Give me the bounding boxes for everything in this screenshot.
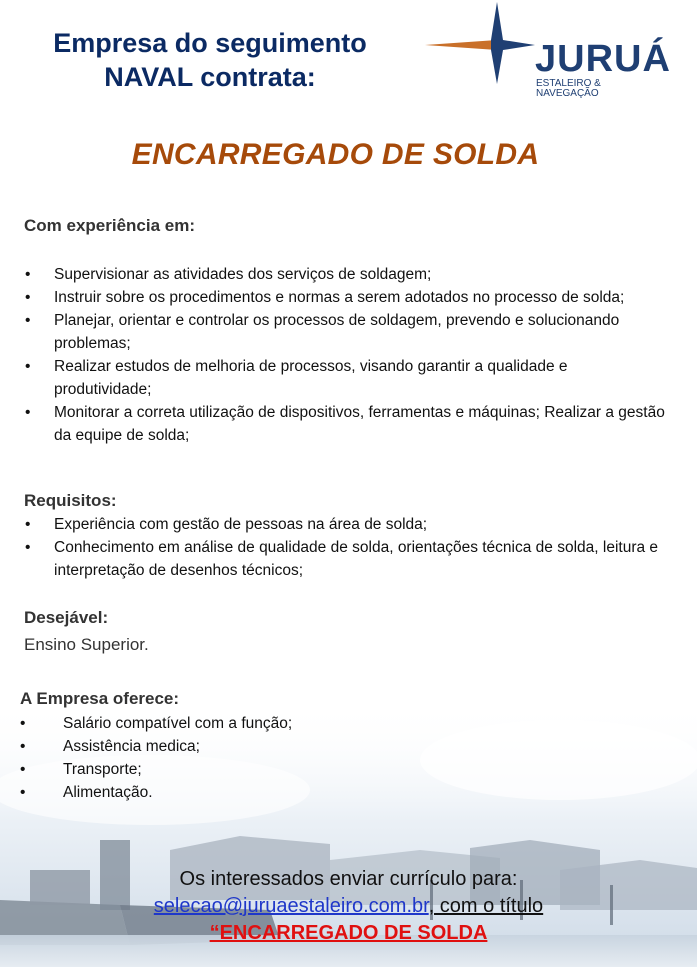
list-item-text: Alimentação.	[63, 784, 153, 801]
footer-email-line	[0, 892, 697, 920]
footer-job-title-quote: “ENCARREGADO DE SOLDA	[209, 922, 488, 944]
offers-heading: A Empresa oferece:	[20, 689, 180, 708]
experience-list	[24, 263, 669, 447]
list-item	[20, 781, 620, 804]
list-item	[24, 263, 669, 286]
bullet-icon: •	[25, 289, 31, 306]
list-item	[24, 401, 669, 447]
footer-contact	[0, 866, 697, 946]
list-item	[24, 513, 669, 536]
email-link[interactable]: selecao@juruaestaleiro.com.br	[153, 895, 429, 917]
list-item	[24, 355, 669, 401]
list-item-text: Conhecimento em análise de qualidade de solda, orientações técnica de solda, leitura e interpretação de desenhos técnicos;	[54, 539, 659, 579]
list-item-text: Instruir sobre os procedimentos e normas a serem adotados no processo de solda;	[54, 289, 625, 306]
job-title: ENCARREGADO DE SOLDA	[131, 138, 540, 171]
list-item-text: Monitorar a correta utilização de dispositivos, ferramentas e máquinas; Realizar a gestão da equipe de solda;	[54, 404, 665, 444]
desirable-heading: Desejável:	[24, 608, 109, 627]
bullet-icon: •	[25, 404, 31, 421]
list-item-text: Transporte;	[63, 761, 142, 778]
bullet-icon: •	[25, 312, 31, 329]
list-item-text: Salário compatível com a função;	[63, 715, 293, 732]
list-item-text: Planejar, orientar e controlar os processos de soldagem, prevendo e solucionando problemas;	[54, 312, 620, 352]
list-item-text: Realizar estudos de melhoria de processos, visando garantir a qualidade e produtividade;	[54, 358, 568, 398]
bullet-icon: •	[20, 715, 26, 732]
bullet-icon: •	[25, 516, 31, 533]
desirable-text: Ensino Superior.	[24, 635, 149, 654]
bullet-icon: •	[20, 784, 26, 801]
header-title-line2: NAVAL contrata:	[104, 62, 316, 92]
list-item	[24, 309, 669, 355]
bullet-icon: •	[20, 738, 26, 755]
logo-subtitle-line1: ESTALEIRO &	[536, 78, 601, 89]
requirements-heading: Requisitos:	[24, 491, 117, 510]
bullet-icon: •	[20, 761, 26, 778]
offers-list	[20, 712, 620, 804]
footer-instruction: Os interessados enviar currículo para:	[179, 868, 518, 890]
list-item	[24, 536, 669, 582]
list-item	[20, 758, 620, 781]
list-item-text: Experiência com gestão de pessoas na área de solda;	[54, 516, 428, 533]
logo-subtitle-line2: NAVEGAÇÃO	[536, 88, 599, 99]
bullet-icon: •	[25, 358, 31, 375]
list-item-text: Assistência medica;	[63, 738, 200, 755]
logo-wordmark: JURUÁ	[535, 38, 671, 80]
list-item	[20, 712, 620, 735]
list-item-text: Supervisionar as atividades dos serviços de soldagem;	[54, 266, 432, 283]
header-title-line1: Empresa do seguimento	[53, 28, 367, 58]
header-title	[10, 26, 410, 94]
bullet-icon: •	[25, 539, 31, 556]
requirements-list	[24, 513, 669, 582]
experience-heading: Com experiência em:	[24, 216, 196, 235]
list-item	[20, 735, 620, 758]
list-item	[24, 286, 669, 309]
footer-title-note: , com o título	[428, 895, 544, 917]
bullet-icon: •	[25, 266, 31, 283]
